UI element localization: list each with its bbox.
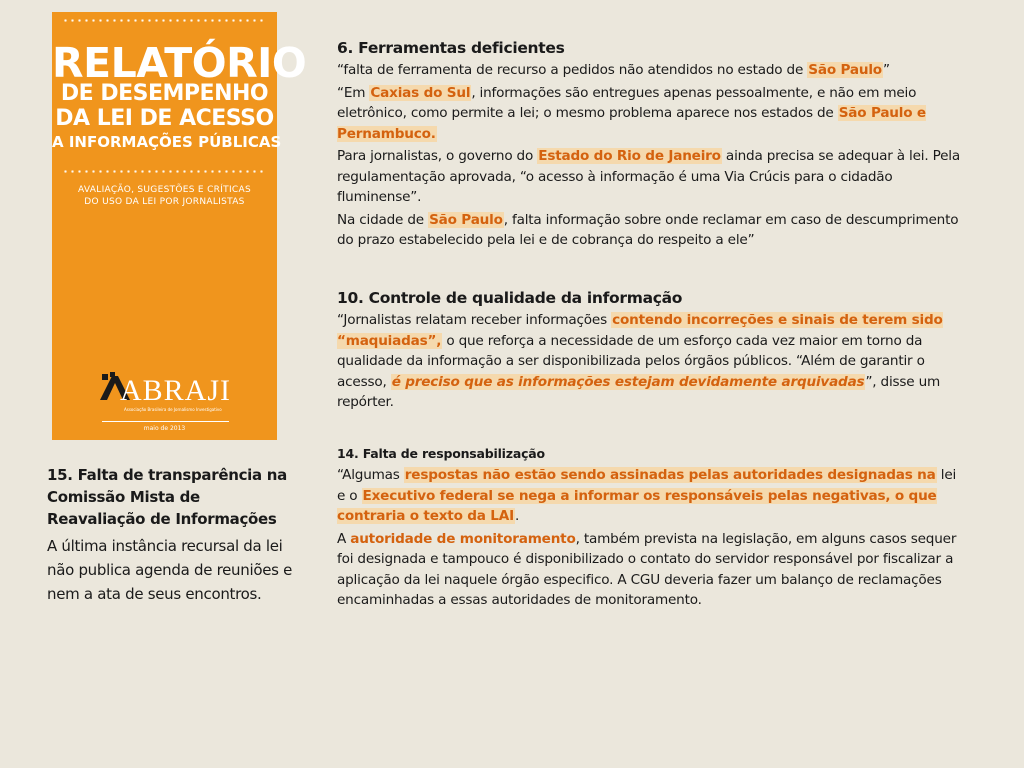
highlight: São Paulo xyxy=(429,211,503,228)
highlight: autoridade de monitoramento xyxy=(350,530,576,547)
section-6-paragraph-3: Para jornalistas, o governo do Estado do Rio de Janeiro ainda precisa se adequar à lei. Pela regulamentação aprovada, “o acesso à informação é uma Via Crúcis para o cidadão fluminense”. xyxy=(337,148,960,205)
highlight: São Paulo xyxy=(808,62,882,78)
cover-title-line4: A INFORMAÇÕES PÚBLICAS xyxy=(52,133,282,151)
section-14-paragraph-1: “Algumas respostas não estão sendo assinadas pelas autoridades designadas na lei e o Executivo federal se nega a informar os responsáveis pelas negativas, o que contraria o texto da LAI. xyxy=(337,467,957,524)
section-14 xyxy=(337,445,967,611)
section-15-heading: 15. Falta de transparência na Comissão Mista de Reavaliação de Informações xyxy=(47,466,287,528)
report-cover-image xyxy=(52,12,307,440)
highlight: Estado do Rio de Janeiro xyxy=(538,148,721,164)
cover-subtitle-line2: DO USO DA LEI POR JORNALISTAS xyxy=(84,197,245,207)
cover-date: maio de 2013 xyxy=(143,425,186,432)
highlight: é preciso que as informações estejam devidamente arquivadas xyxy=(391,373,865,390)
dotted-divider-mid xyxy=(62,170,267,173)
section-10-heading: 10. Controle de qualidade da informação xyxy=(337,289,683,307)
cover-title-line1: RELATÓRIO xyxy=(52,39,307,87)
highlight: São Paulo e Pernambuco. xyxy=(337,105,926,142)
cover-title-line2: DE DESEMPENHO xyxy=(60,81,269,106)
section-6-heading: 6. Ferramentas deficientes xyxy=(337,39,565,57)
section-15 xyxy=(47,464,297,606)
section-10 xyxy=(337,288,967,413)
highlight: respostas não estão sendo assinadas pelas autoridades designadas na xyxy=(404,467,936,483)
cover-subtitle xyxy=(64,184,265,208)
abraji-logo-text: ABRAJI xyxy=(120,374,232,407)
highlight: Caxias do Sul xyxy=(370,84,471,101)
section-6-paragraph-1: “falta de ferramenta de recurso a pedidos não atendidos no estado de São Paulo” xyxy=(337,62,890,78)
highlight: Executivo federal se nega a informar os responsáveis pelas negativas, o que contraria o texto da LAI xyxy=(337,487,937,524)
section-6 xyxy=(337,38,967,251)
cover-rule xyxy=(102,421,229,422)
section-14-paragraph-2: A autoridade de monitoramento, também prevista na legislação, em alguns casos sequer foi designada e tampouco é disponibilizado o contato do servidor responsável por fiscalizar a aplicação da lei naquele órgão especifico. A CGU deveria fazer um balanço de reclamações encaminhadas a essas autoridades de monitoramento. xyxy=(337,530,957,608)
highlight: contendo incorreções e sinais de terem sido “maquiadas”, xyxy=(337,312,943,349)
section-6-paragraph-4: Na cidade de São Paulo, falta informação sobre onde reclamar em caso de descumprimento do prazo estabelecido pela lei e de cobrança do respeito a ele” xyxy=(337,211,959,248)
section-10-paragraph-1: “Jornalistas relatam receber informações contendo incorreções e sinais de terem sido “maquiadas”, o que reforça a necessidade de um esforço cada vez maior em torno da qualidade da informação a ser disponibilizada pelos órgãos públicos. “Além de garantir o acesso, é preciso que as informações estejam devidamente arquivadas”, disse um repórter. xyxy=(337,312,943,410)
section-14-heading: 14. Falta de responsabilização xyxy=(337,446,545,461)
abraji-logo-tagline: Associação Brasileira de Jornalismo Investigativo xyxy=(124,407,222,412)
section-6-paragraph-2: “Em Caxias do Sul, informações são entregues apenas pessoalmente, e não em meio eletrônico, como permite a lei; o mesmo problema aparece nos estados de São Paulo e Pernambuco. xyxy=(337,84,926,142)
dotted-divider-top xyxy=(62,19,267,22)
section-15-body: A última instância recursal da lei não publica agenda de reuniões e nem a ata de seus encontros. xyxy=(47,537,293,603)
cover-subtitle-line1: AVALIAÇÃO, SUGESTÕES E CRÍTICAS xyxy=(78,185,251,195)
abraji-logo xyxy=(94,368,244,418)
cover-title-line3: DA LEI DE ACESSO xyxy=(55,106,274,131)
